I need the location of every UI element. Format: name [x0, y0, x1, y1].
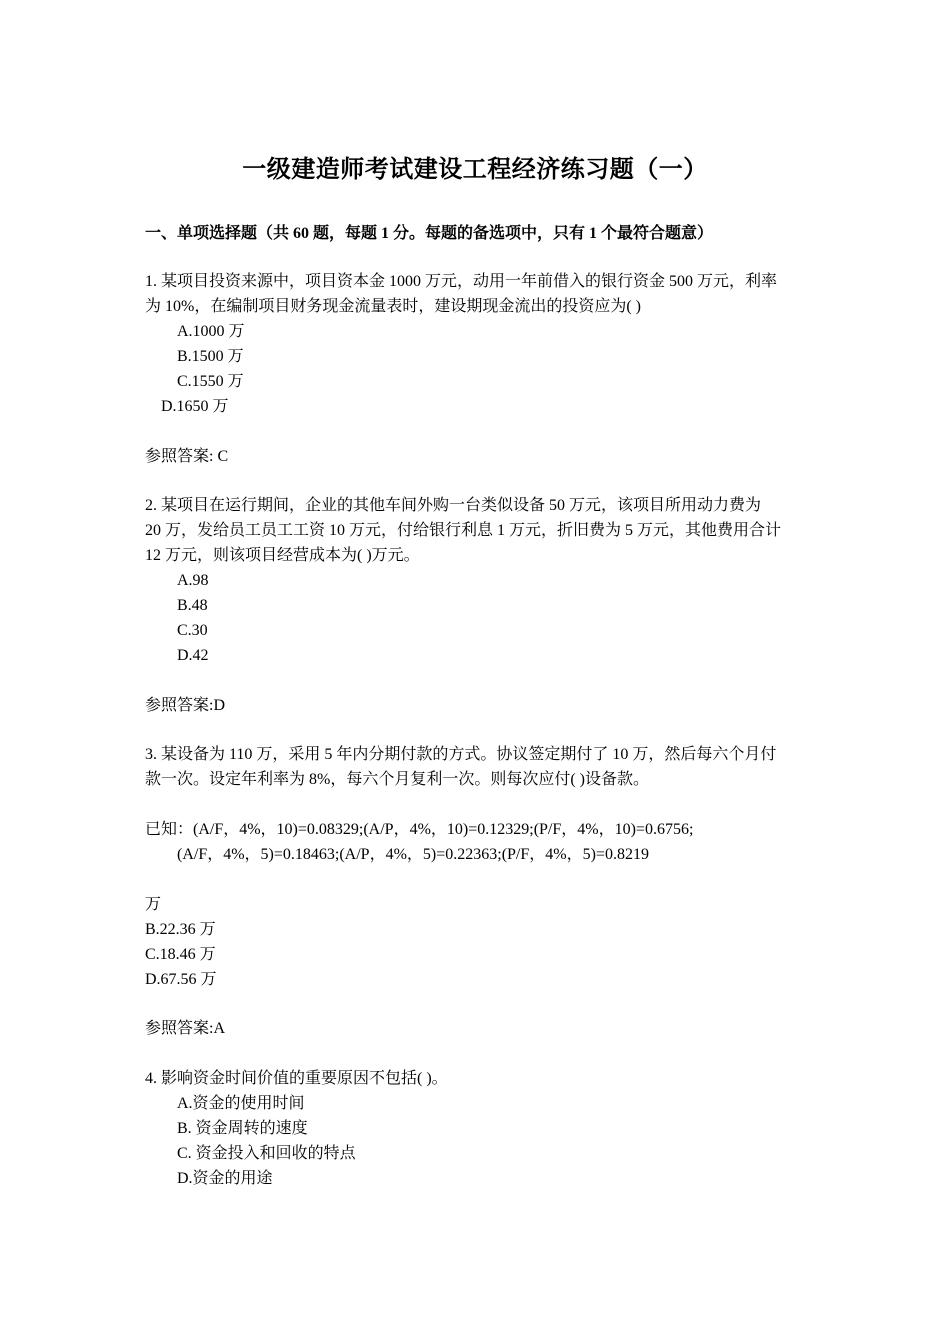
question-3-option-d: D.67.56 万 [145, 971, 217, 988]
question-3-known-line-2: (A/F，4%，5)=0.18463;(A/P，4%，5)=0.22363;(P/F，4%，5)=0.8219 [177, 846, 649, 863]
question-3-option-b: B.22.36 万 [145, 921, 216, 938]
question-1-answer: 参照答案: C [145, 448, 229, 465]
question-2-option-c: C.30 [177, 622, 208, 639]
question-3-answer: 参照答案:A [145, 1020, 226, 1037]
question-1-stem-line-2: 为 10%，在编制项目财务现金流量表时，建设期现金流出的投资应为( ) [145, 298, 641, 315]
question-2-answer: 参照答案:D [145, 697, 226, 714]
question-1-option-d: D.1650 万 [161, 398, 229, 415]
question-2-stem-line-1: 2. 某项目在运行期间，企业的其他车间外购一台类似设备 50 万元，该项目所用动力费为 [145, 497, 762, 514]
question-2-stem-line-2: 20 万，发给员工员工工资 10 万元，付给银行利息 1 万元，折旧费为 5 万元，其他费用合计 [145, 522, 782, 539]
question-4-option-c: C. 资金投入和回收的特点 [177, 1145, 356, 1162]
question-1-stem-line-1: 1. 某项目投资来源中，项目资本金 1000 万元，动用一年前借入的银行资金 500 万元，利率 [145, 273, 778, 290]
question-3-stem-line-1: 3. 某设备为 110 万，采用 5 年内分期付款的方式。协议签定期付了 10 万，然后每六个月付 [145, 746, 777, 763]
question-1-option-a: A.1000 万 [177, 323, 245, 340]
document-title: 一级建造师考试建设工程经济练习题（一） [242, 157, 708, 183]
question-3-stem-line-2: 款一次。设定年利率为 8%，每六个月复利一次。则每次应付( )设备款。 [145, 771, 649, 788]
question-2-option-d: D.42 [177, 647, 209, 664]
question-2-option-b: B.48 [177, 597, 208, 614]
question-2-option-a: A.98 [177, 572, 209, 589]
question-4-option-a: A.资金的使用时间 [177, 1095, 305, 1112]
question-2-stem-line-3: 12 万元，则该项目经营成本为( )万元。 [145, 547, 420, 564]
question-3-option-c: C.18.46 万 [145, 946, 216, 963]
question-3-option-a: 万 [145, 896, 162, 913]
question-4-option-d: D.资金的用途 [177, 1170, 273, 1187]
section-heading: 一、单项选择题（共 60 题，每题 1 分。每题的备选项中，只有 1 个最符合题意） [145, 225, 714, 242]
question-4-option-b: B. 资金周转的速度 [177, 1120, 308, 1137]
question-4-stem-line-1: 4. 影响资金时间价值的重要原因不包括( )。 [145, 1070, 448, 1087]
question-3-known-line-1: 已知：(A/F，4%，10)=0.08329;(A/P，4%，10)=0.12329;(P/F，4%，10)=0.6756; [145, 821, 694, 838]
question-1-option-c: C.1550 万 [177, 373, 244, 390]
question-1-option-b: B.1500 万 [177, 348, 244, 365]
